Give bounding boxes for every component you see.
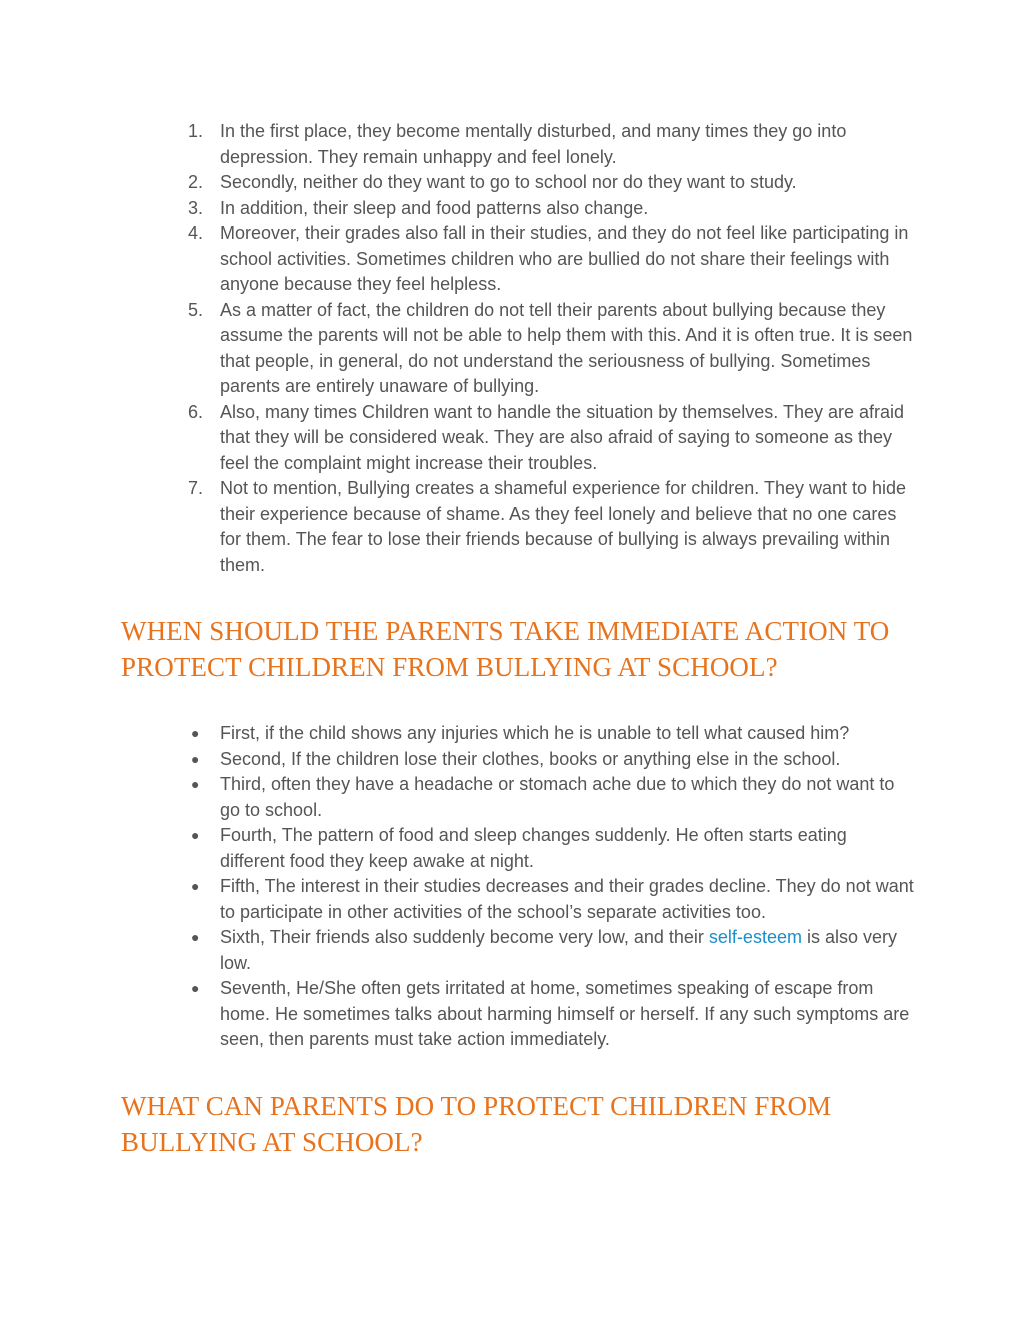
list-item xyxy=(0,747,1024,773)
list-item xyxy=(0,823,1024,874)
list-item-text: Second, If the children lose their clothes, books or anything else in the school. xyxy=(220,748,841,769)
list-item xyxy=(0,721,1024,747)
self-esteem-link[interactable]: self-esteem xyxy=(708,927,802,947)
list-item-text: Also, many times Children want to handle the situation by themselves. They are afraid that they will be considered weak. They are also afraid of saying to someone as they feel the complaint might increase their troubles. xyxy=(220,401,905,473)
list-item xyxy=(0,925,1024,976)
list-item xyxy=(0,119,1024,170)
list-item-text: Secondly, neither do they want to go to school nor do they want to study. xyxy=(220,172,797,192)
list-number: 4. xyxy=(188,223,204,243)
list-number: 5. xyxy=(188,299,204,320)
list-item xyxy=(0,772,1024,823)
list-item-text: First, if the child shows any injuries which he is unable to tell what caused him? xyxy=(220,723,850,743)
bullet-icon: ● xyxy=(191,776,200,792)
list-item-text: Not to mention, Bullying creates a shameful experience for children. They want to hide their experience because of shame. As they feel lonely and believe that no one cares for them. The fear to lose their friends because of bullying is always prevailing within them. xyxy=(220,478,907,575)
section-heading: WHAT CAN PARENTS DO TO PROTECT CHILDREN FROM BULLYING AT SCHOOL? xyxy=(121,1091,832,1157)
list-item xyxy=(0,221,1024,298)
list-item-text: Fourth, The pattern of food and sleep changes suddenly. He often starts eating different food they keep awake at night. xyxy=(220,825,847,871)
list-item xyxy=(0,400,1024,477)
numbered-list xyxy=(0,119,1024,578)
list-item xyxy=(0,476,1024,578)
bullet-icon: ● xyxy=(191,750,200,767)
list-item xyxy=(0,976,1024,1053)
list-item-text: Fifth, The interest in their studies decreases and their grades decline. They do not want to participate in other activities of the school’s separate activities too. xyxy=(220,876,914,922)
list-item xyxy=(0,196,1024,222)
list-item-text: Seventh, He/She often gets irritated at home, sometimes speaking of escape from home. He sometimes talks about harming himself or herself. If any such symptoms are seen, then parents must take action immediately. xyxy=(220,978,910,1049)
bullet-icon: ● xyxy=(191,827,200,843)
list-item-text: In the first place, they become mentally disturbed, and many times they go into depression. They remain unhappy and feel lonely. xyxy=(220,121,847,167)
section-heading: WHEN SHOULD THE PARENTS TAKE IMMEDIATE ACTION TO PROTECT CHILDREN FROM BULLYING AT SCHOOL? xyxy=(121,616,890,682)
bullet-icon: ● xyxy=(191,929,200,945)
list-item-text: In addition, their sleep and food patterns also change. xyxy=(220,197,649,218)
list-number: 2. xyxy=(188,172,204,192)
list-item xyxy=(0,170,1024,196)
bullet-icon: ● xyxy=(191,725,200,741)
list-item-text: Moreover, their grades also fall in their studies, and they do not feel like participating in school activities. Sometimes children who are bullied do not share their feelings with anyone because they feel helpless. xyxy=(220,223,909,294)
list-number: 7. xyxy=(188,478,204,498)
list-number: 3. xyxy=(188,197,204,218)
list-number: 6. xyxy=(188,401,204,422)
bullet-icon: ● xyxy=(191,878,200,894)
list-number: 1. xyxy=(188,121,204,141)
list-item-text: As a matter of fact, the children do not tell their parents about bullying because they assume the parents will not be able to help them with this. And it is often true. It is seen that people, in general, do not understand the seriousness of bullying. Sometimes parents are entirely unaware of bullying. xyxy=(220,299,913,396)
list-item-text: Third, often they have a headache or stomach ache due to which they do not want to go to school. xyxy=(220,774,895,820)
bullet-list xyxy=(0,721,1024,1053)
list-item-text-after-link: is also very low. xyxy=(220,927,897,973)
list-item xyxy=(0,874,1024,925)
list-item-text-before-link: Sixth, Their friends also suddenly become very low, and their xyxy=(220,927,709,947)
list-item xyxy=(0,298,1024,400)
bullet-icon: ● xyxy=(191,980,200,996)
